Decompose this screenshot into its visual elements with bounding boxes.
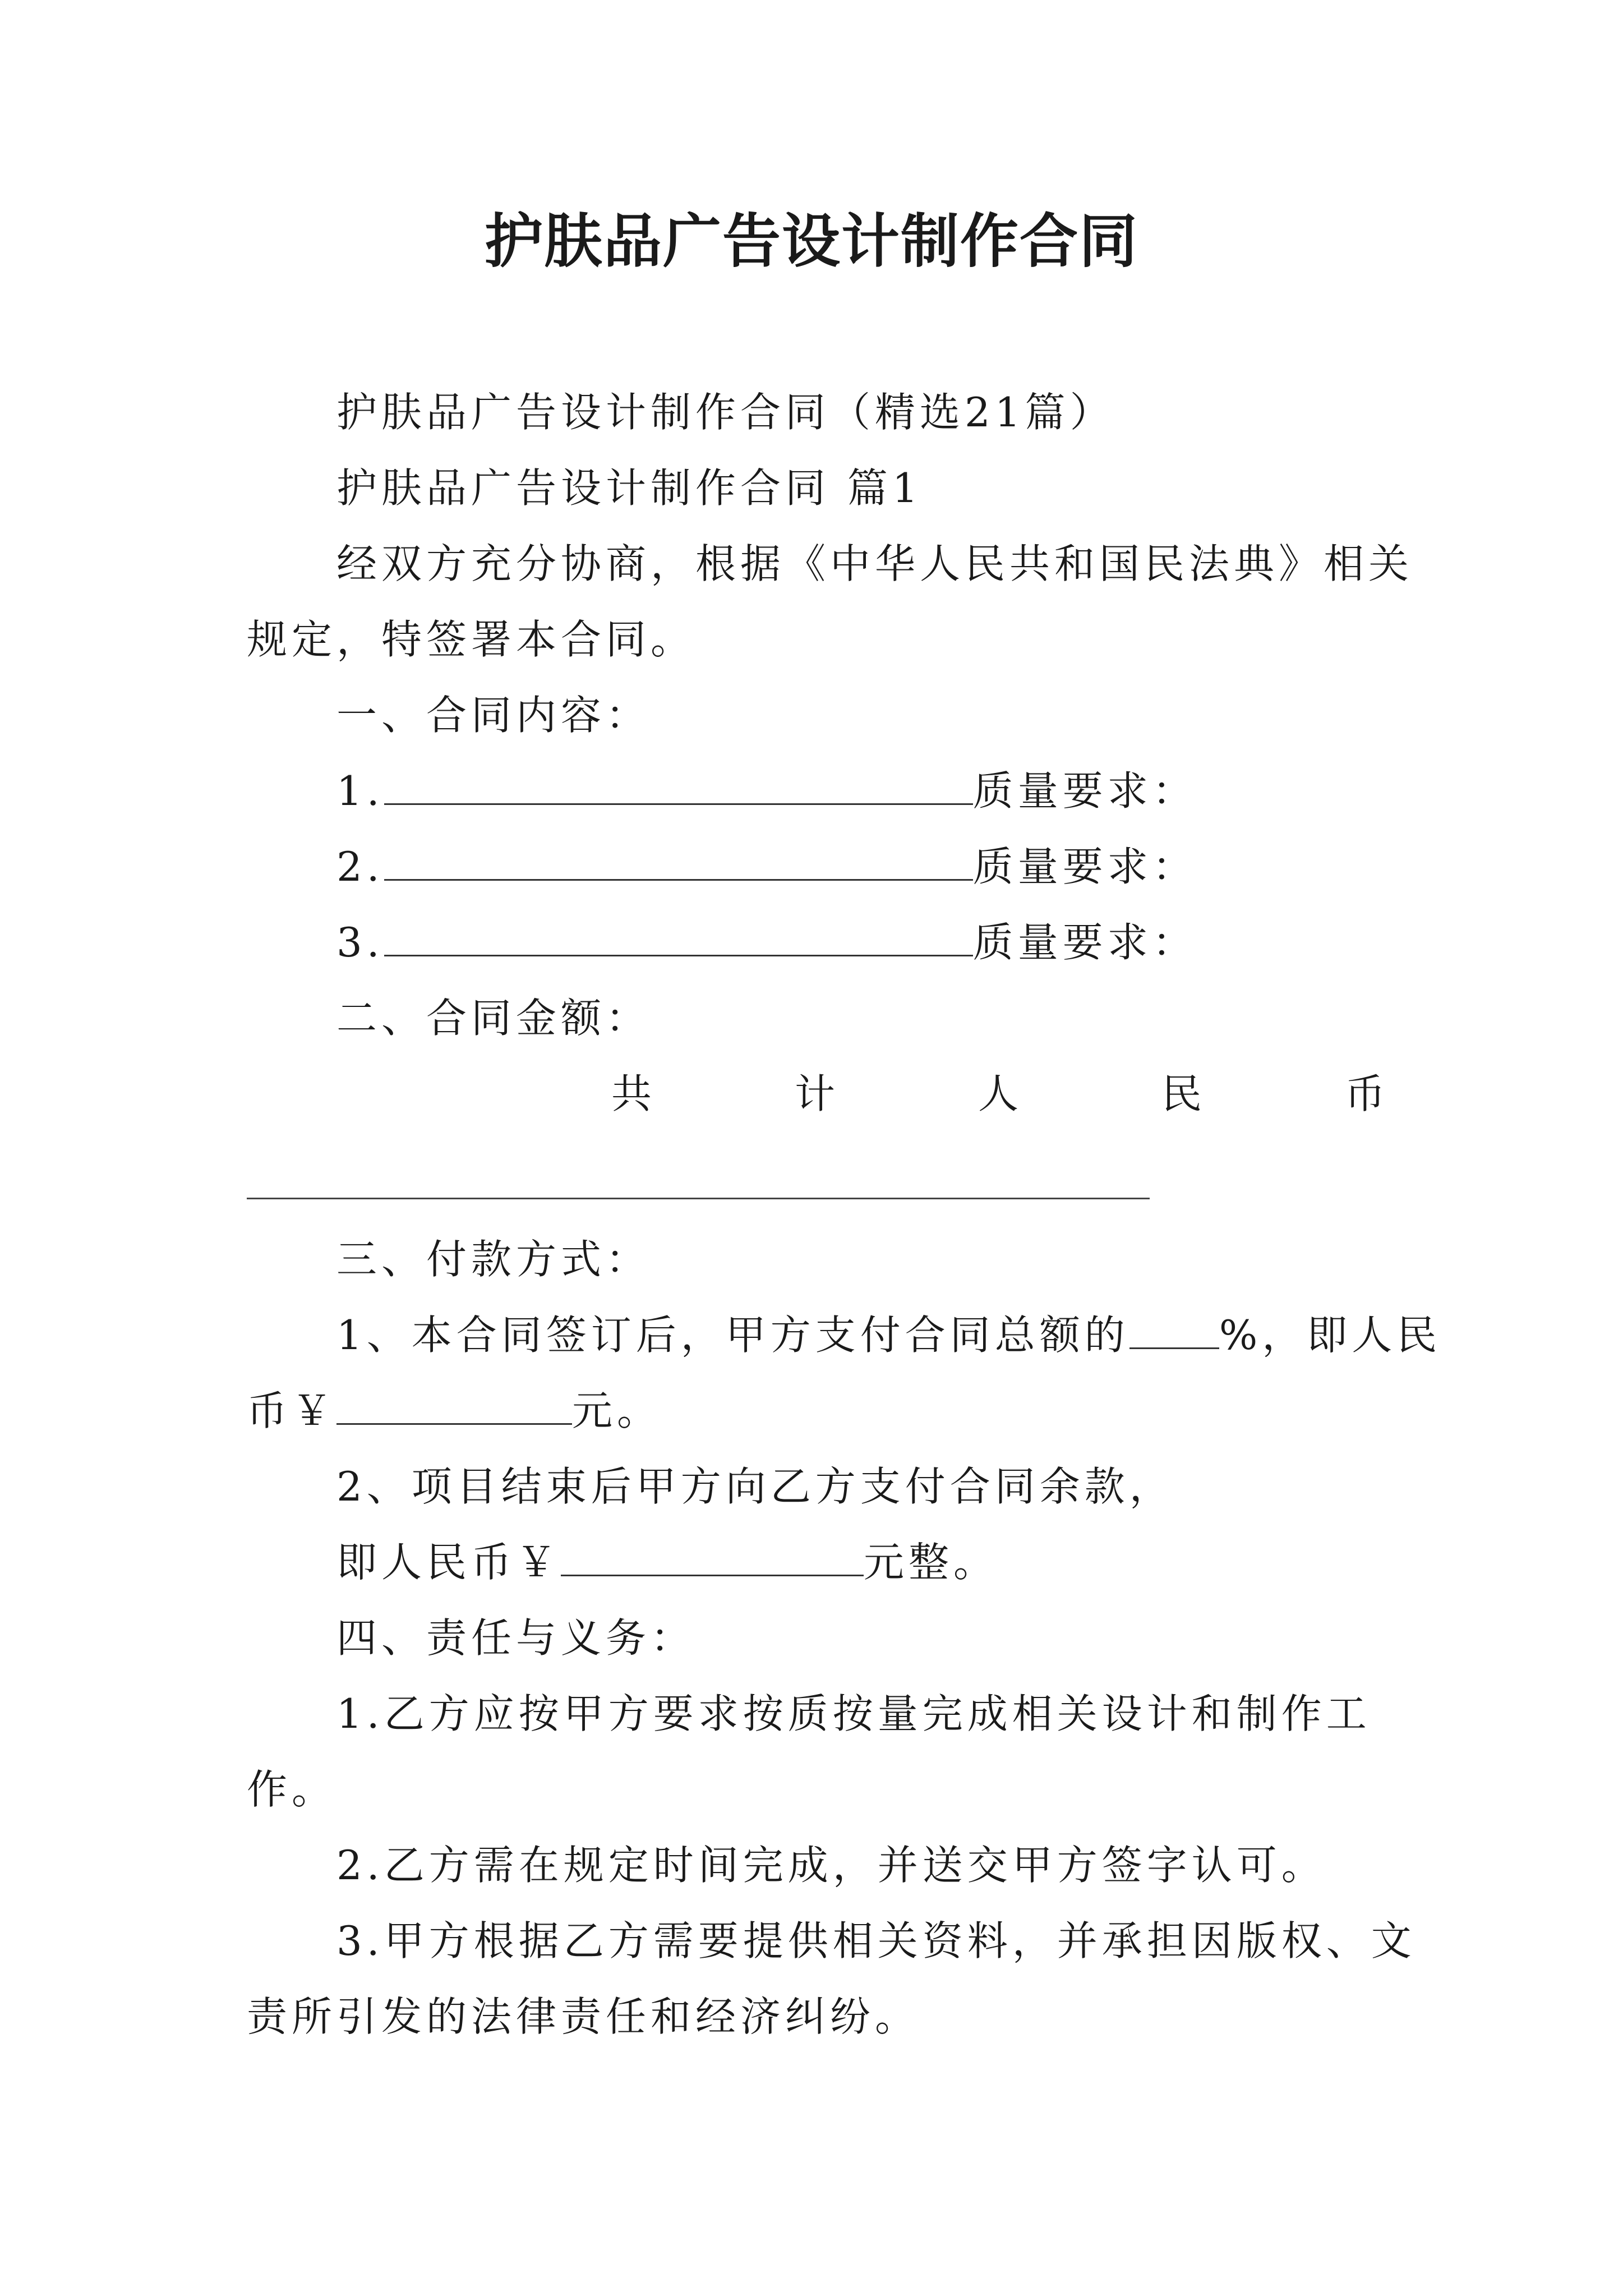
amount-blank [336,1386,572,1425]
currency-prefix: 即人民币￥ [336,1539,561,1586]
spread-char: 币 [1344,1070,1385,1117]
amount-spread-line [611,1069,1385,1119]
content-item-number: 2. [336,843,384,890]
amount-blank-rule [247,1198,1150,1199]
content-item-blank [384,918,973,956]
content-item-2 [336,841,1197,892]
spread-char: 人 [978,1070,1018,1117]
percent-blank [1129,1310,1219,1349]
chapter-heading: 护肤品广告设计制作合同 篇1 [336,464,923,512]
content-item-number: 3. [336,919,384,966]
content-item-1 [336,766,1197,816]
section-1-heading: 一、合同内容： [336,692,651,739]
payment-2-line-2 [336,1537,998,1588]
currency-suffix: 元整。 [864,1539,999,1586]
content-item-number: 1. [336,767,384,815]
section-3-heading: 三、付款方式： [336,1236,651,1283]
duty-3-line-2: 责所引发的法律责任和经济纠纷。 [247,1993,920,2040]
payment-2-line-1: 2、项目结束后甲方向乙方支付合同余款， [336,1463,1174,1510]
content-item-label: 质量要求： [972,843,1197,890]
spread-char: 民 [1161,1070,1202,1117]
document-title: 护肤品广告设计制作合同 [484,206,1138,275]
payment-1-line-1 [336,1310,1441,1360]
content-item-label: 质量要求： [972,919,1197,966]
section-2-heading: 二、合同金额： [336,995,651,1042]
duty-1-line-2: 作。 [247,1766,337,1813]
section-4-heading: 四、责任与义务： [336,1614,696,1662]
duty-3-line-1: 3.甲方根据乙方需要提供相关资料，并承担因版权、文 [336,1917,1416,1964]
currency-prefix: 币￥ [247,1387,337,1434]
content-item-label: 质量要求： [972,767,1197,815]
spread-char: 共 [611,1070,652,1117]
intro-line-1: 经双方充分协商，根据《中华人民共和国民法典》相关 [336,540,1414,587]
payment-1-text-post: %，即人民 [1219,1312,1442,1359]
payment-1-line-2 [247,1386,662,1436]
amount-blank [561,1538,864,1576]
spread-char: 计 [794,1070,835,1117]
document-subtitle: 护肤品广告设计制作合同（精选21篇） [336,389,1115,436]
payment-1-text: 1、本合同签订后，甲方支付合同总额的 [336,1312,1129,1359]
content-item-blank [384,766,973,805]
duty-1-line-1: 1.乙方应按甲方要求按质按量完成相关设计和制作工 [336,1690,1371,1737]
content-item-3 [336,917,1197,968]
intro-line-2: 规定，特签署本合同。 [247,616,696,663]
currency-suffix: 元。 [572,1387,662,1434]
duty-2: 2.乙方需在规定时间完成，并送交甲方签字认可。 [336,1842,1326,1889]
content-item-blank [384,842,973,881]
